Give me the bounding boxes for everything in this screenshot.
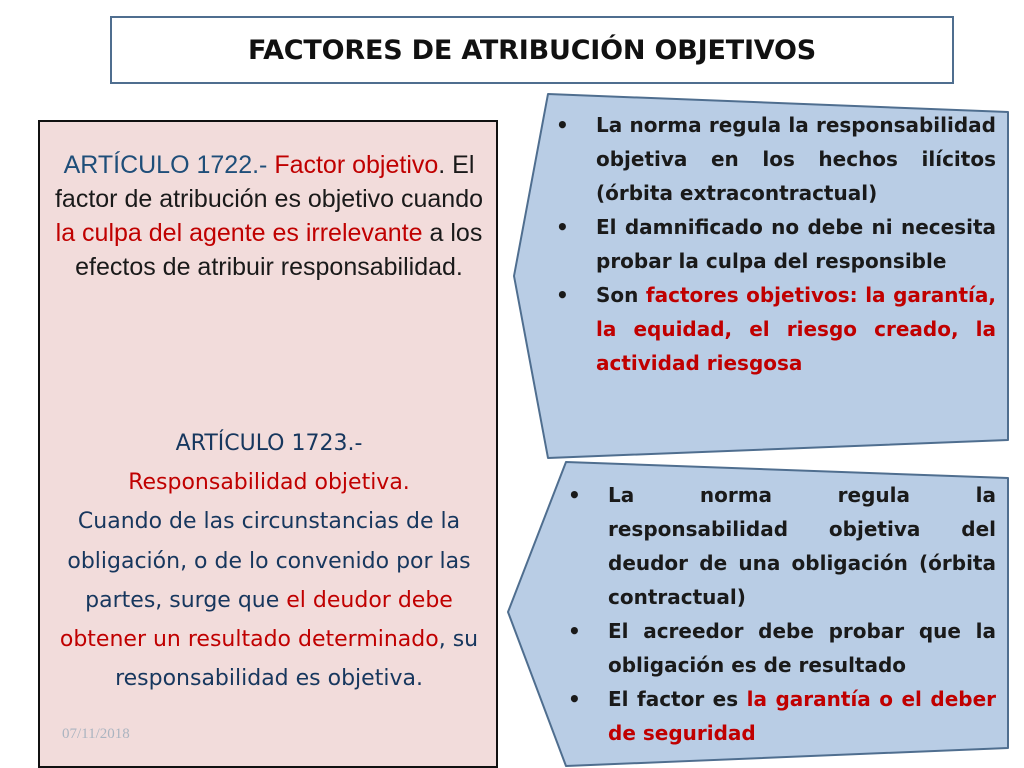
article-1723-heading: Responsabilidad objetiva. [128,470,410,496]
list-item [556,278,996,380]
upper-item-2: El damnificado no debe ni necesita probar la culpa del responsible [596,215,996,273]
upper-bullet-list [556,108,996,380]
upper-item-1: La norma regula la responsabilidad objetiva en los hechos ilícitos (órbita extracontractual) [596,113,996,205]
upper-item-3-prefix: Son [596,283,646,307]
list-item [568,614,996,682]
list-item [568,478,996,614]
article-1722-text: . El factor de atribución es objetivo cuando [54,151,484,213]
bullet-icon: • [556,215,569,239]
slide-date: 07/11/2018 [62,726,130,742]
article-1722-heading: Factor objetivo [274,151,439,179]
article-1723-number: ARTÍCULO 1723.- [175,431,363,456]
list-item [568,682,996,750]
article-1722-number: ARTÍCULO 1722.- [63,151,275,179]
lower-bullet-list [568,478,996,750]
article-1722-highlight: la culpa del agente es irrelevante [55,219,423,247]
bullet-icon: • [556,113,569,137]
bullet-icon: • [556,283,569,307]
article-1723-highlight: el deudor debe obtener un resultado determinado [59,587,453,653]
lower-item-1: La norma regula la responsabilidad objetiva del deudor de una obligación (órbita contractual) [608,483,996,609]
bullet-icon: • [568,619,581,643]
lower-item-3-prefix: El factor es [608,687,747,711]
article-1723-text-end: , su responsabilidad es objetiva. [115,627,479,692]
bullet-icon: • [568,687,581,711]
lower-item-2: El acreedor debe probar que la obligación es de resultado [608,619,996,677]
article-1723-text: Cuando de las circunstancias de la obligación, o de lo convenido por las partes, surge que [67,509,471,613]
list-item [556,210,996,278]
bullet-icon: • [568,483,581,507]
upper-item-3-highlight: factores objetivos: la garantía, la equidad, el riesgo creado, la actividad riesgosa [596,283,996,375]
list-item [556,108,996,210]
page-title: FACTORES DE ATRIBUCIÓN OBJETIVOS [247,34,817,66]
lower-item-3-highlight: la garantía o el deber de seguridad [608,687,997,745]
article-1722-text-end: a los efectos de atribuir responsabilidad. [75,219,483,281]
